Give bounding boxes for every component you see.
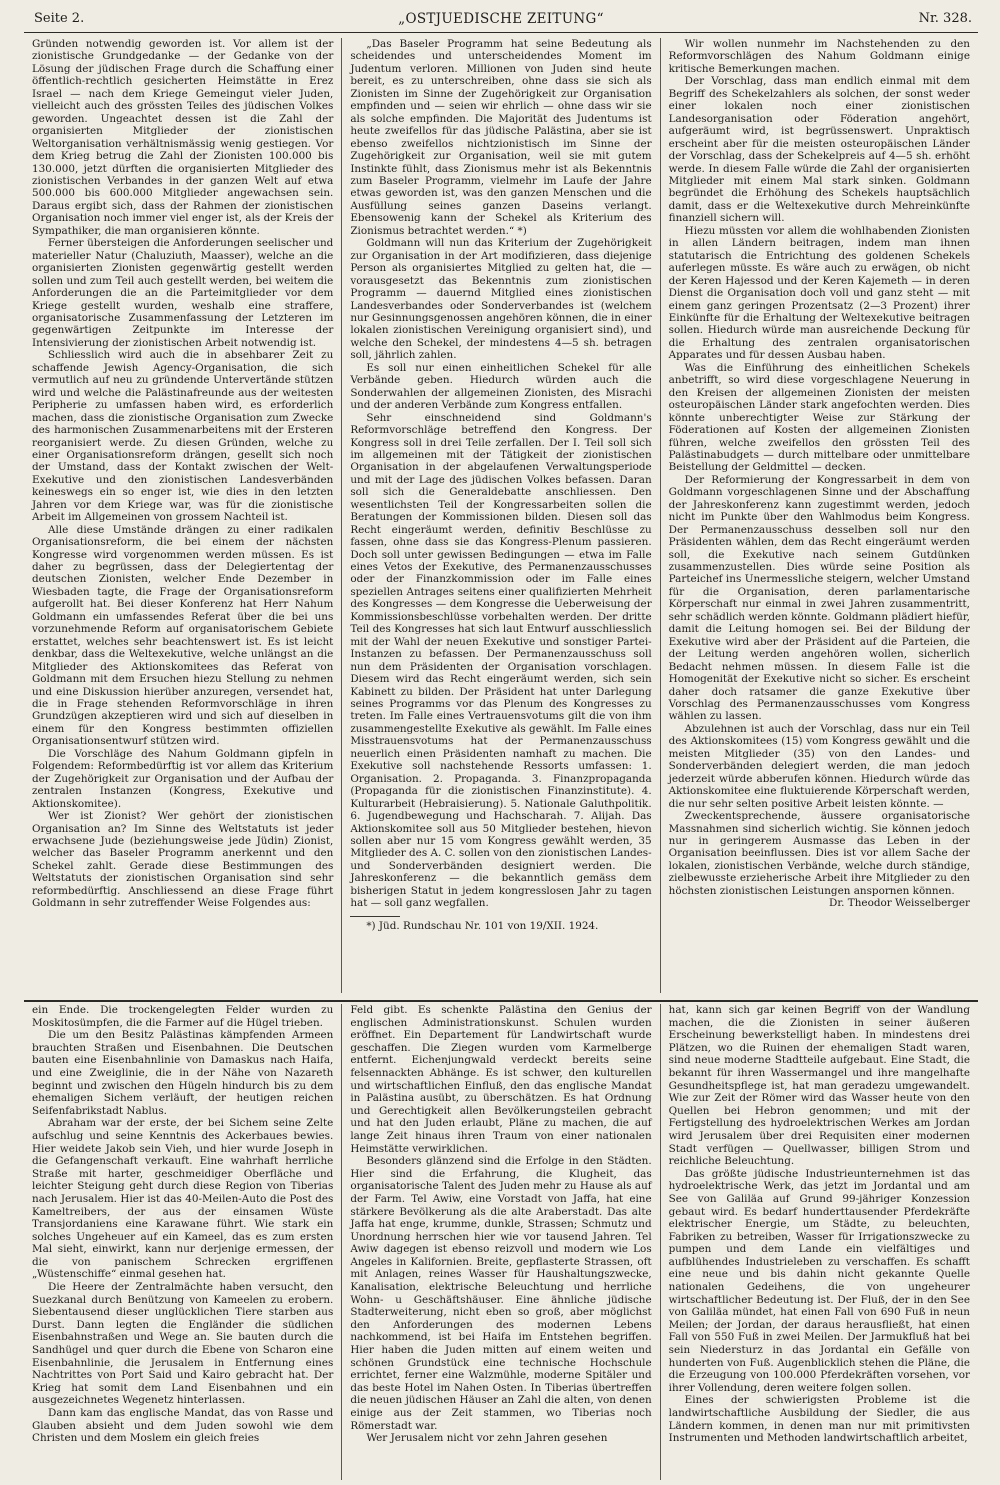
paragraph: ein Ende. Die trockengelegten Felder wurden zu Moskitosümpfen, die die Farmer auf die Hügel trieben. [32, 1004, 334, 1029]
article-organisation-reform [24, 38, 978, 993]
bottom-column-1 [24, 1004, 341, 1480]
footnote: *) Jüd. Rundschau Nr. 101 von 19/XII. 1924. [366, 919, 599, 932]
top-column-1 [24, 38, 341, 993]
footnote-rule [350, 916, 400, 917]
paragraph: Abzulehnen ist auch der Vorschlag, dass nur ein Teil des Aktionskomitees (15) vom Kongress gewählt und die meisten Mitglieder (35) von den Landes- und Sonderverbänden delegiert werden, die man jedoch jederzeit würde abberufen können. Hiedurch würde das Aktionskomitee eine fluktuierende Körperschaft werden, die nur sehr selten positive Arbeit leisten könnte. — [668, 722, 970, 810]
paragraph: Wer ist Zionist? Wer gehört der zionistischen Organisation an? Im Sinne des Weltstatuts ist jeder erwachsene Jude (beziehungsweise jede Jüdin) Zionist, welcher das Baseler Programm anerkennt und den Schekel zahlt. Gerade diese Bestimmungen des Weltstatuts der zionistischen Organisation sind sehr reformbedürftig. Anschliessend an diese Frage führt Goldmann in sehr zutreffender Weise Folgendes aus: [32, 810, 334, 910]
newspaper-title: „OSTJUEDISCHE ZEITUNG“ [398, 11, 604, 27]
bottom-column-2 [341, 1004, 659, 1480]
paragraph: Eines der schwierigsten Probleme ist die landwirtschaftliche Ausbildung der Siedler, die aus Ländern kommen, in denen man nur mit primitivsten Instrumenten und Methoden landwirtschaftlich arbeitet, [668, 1394, 970, 1445]
paragraph: Die Vorschläge des Nahum Goldmann gipfeln in Folgendem: Reformbedürftig ist vor allem das Kriterium der Zugehörigkeit zur Organisation und der Aufbau der zentralen Instanzen (Kongress, Exekutive und Aktionskomitee). [32, 747, 334, 810]
issue-number: Nr. 328. [918, 11, 972, 26]
paragraph: Die um den Besitz Palästinas kämpfenden Armeen brauchten Straßen und Eisenbahnen. Die Deutschen bauten eine Eisenbahnlinie von Damaskus nach Haifa, und eine Zweiglinie, die in der Nähe von Nazareth beginnt und zwischen den Hügeln hindurch bis zu dem ehemaligen Sichem verläuft, der heutigen reichen Seifenfabrikstadt Nablus. [32, 1029, 334, 1117]
paragraph: Die Heere der Zentralmächte haben versucht, den Suezkanal durch Benützung von Kameelen zu erobern. Siebentausend dieser unglücklichen Tiere starben aus Durst. Dann legten die Engländer die südlichen Eisenbahnstraßen und Wege an. Sie bauten durch die Sandhügel und quer durch die Ebene von Scharon eine Eisenbahnlinie, die Jerusalem in Entfernung eines Nachtrittes von Port Said und Kairo gebracht hat. Der Krieg hat somit dem Land Eisenbahnen und ein ausgezeichnetes Wegenetz hinterlassen. [32, 1281, 334, 1407]
paragraph: Schliesslich wird auch die in absehbarer Zeit zu schaffende Jewish Agency-Organisation, die sich vermutlich auf neu zu gründende Untervertände stützen wird und welche die Palästinafreunde aus der weitesten Peripherie zu umfassen haben wird, es erforderlich machen, dass die zionistische Organisation zum Zwecke des harmonischen Zusammenarbeitens mit der Ersteren reorganisiert werde. Zu diesen Gründen, welche zu einer Organisationsreform drängen, gesellt sich noch der Umstand, dass der Kontakt zwischen der Welt-Exekutive und den zionistischen Landesverbänden keineswegs ein so enger ist, wie dies in den letzten Jahren vor dem Kriege war, was für die zionistische Arbeit im Allgemeinen von grossem Nachteil ist. [32, 349, 334, 524]
bottom-column-3 [660, 1004, 978, 1480]
paragraph: Dann kam das englische Mandat, das von Rasse und Glauben absieht und dem Juden sowohl wie dem Christen und dem Moslem ein gleich freies [32, 1407, 334, 1445]
author-signature: Dr. Theodor Weisselberger [829, 897, 970, 910]
paragraph: Zweckentsprechende, äussere organisatorische Massnahmen sind sicherlich wichtig. Sie können jedoch nur in geringerem Ausmasse das Leben in der Organisation beeinflussen. Dies ist vor allem Sache der lokalen, zionistischen Verbände, welche durch ständige, zielbewusste erzieherische Arbeit ihre Mitglieder zu den höchsten zionistischen Leistungen anspornen können. [668, 810, 970, 897]
paragraph: Hiezu müssten vor allem die wohlhabenden Zionisten in allen Ländern beitragen, indem man ihnen statutarisch die Entrichtung des goldenen Schekels auferlegen müsste. Es wäre auch zu erwägen, ob nicht der Keren Hajessod und der Keren Kajemeth — in deren Dienst die Organisation doch voll und ganz steht — mit einem ganz geringen Prozentsatz (2—3 Prozent) ihrer Einkünfte für die Erhaltung der Weltexekutive beitragen sollen. Hiedurch würde man ausreichende Deckung für die Erhaltung des zentralen organisatorischen Apparates und für dessen Ausbau haben. [668, 224, 970, 362]
paragraph: hat, kann sich gar keinen Begriff von der Wandlung machen, die die Zionisten in seiner äußeren Erscheinung bewerkstelligt haben. In mindestens drei Plätzen, wo die Ruinen der ehemaligen Stadt waren, sind neue moderne Stadtteile aufgebaut. Eine Stadt, die bekannt für ihren Wassermangel und ihre mangelhafte Gesundheitspflege ist, hat man geradezu umgewandelt. Wie zur Zeit der Römer wird das Wasser heute von den Quellen bei Hebron genommen; und mit der Fertigstellung des hydroelektrischen Werkes am Jordan wird Jerusalem über drei Requisiten einer modernen Stadt verfügen — Quellwasser, billigen Strom und reichliche Beleuchtung. [668, 1004, 970, 1168]
paragraph: Alle diese Umstände drängen zu einer radikalen Organisationsreform, die bei einem der nächsten Kongresse wird vorgenommen werden müssen. Es ist daher zu begrüssen, dass der Delegiertentag der deutschen Zionisten, welcher Ende Dezember in Wiesbaden tagte, die Frage der Organisationsreform aufgerollt hat. Bei dieser Konferenz hat Herr Nahum Goldmann ein umfassendes Referat über die bei uns vorzunehmende Reform auf organisatorischem Gebiete erstattet, welches sehr beachtenswert ist. Es ist leicht denkbar, dass die Weltexekutive, welche unlängst an die Mitglieder des Aktionskomitees das Referat von Goldmann mit dem Ersuchen hiezu Stellung zu nehmen und eine Diskussion hierüber anzuregen, versendet hat, die in Frage stehenden Reformvorschläge in ihren Grundzügen akzeptieren wird und sich auf dieselben in einem für den Kongress bestimmten offiziellen Organisationsentwurf stützen wird. [32, 523, 334, 748]
paragraph: Sehr einschneidend sind Goldmann's Reformvorschläge betreffend den Kongress. Der Kongress soll in drei Teile zerfallen. Der I. Teil soll sich im allgemeinen mit der Tätigkeit der zionistischen Organisation in der abgelaufenen Verwaltungsperiode und mit der Lage des jüdischen Volkes befassen. Daran soll sich die Generaldebatte anschliessen. Den wesentlichsten Teil der Kongressarbeiten sollen die Beratungen der Kommissionen bilden. Diesen soll das Recht eingeräumt werden, definitiv Beschlüsse zu fassen, ohne dass sie das Kongress-Plenum passieren. Doch soll unter gewissen Bedingungen — etwa im Falle eines Vetos der Exekutive, des Permanenzausschusses oder der Finanzkommission oder im Falle eines speziellen Antrages seitens einer qualifizierten Mehrheit des Kongresses — dem Kongresse die Ueberweisung der Kommissionsbeschlüsse vorbehalten werden. Der dritte Teil des Kongresses hat sich laut Entwurf ausschliesslich mit der Wahl der neuen Exekutive und sonstiger Partei-Instanzen zu befassen. Der Permanenzausschuss soll nun dem Präsidenten der Organisation vorschlagen. Diesem wird das Recht eingeräumt werden, sich sein Kabinett zu bilden. Der Präsident hat unter Darlegung seines Programms vor das Plenum des Kongresses zu treten. Im Falle eines Vertrauensvotums gilt die von ihm zusammengestellte Exekutive als gewählt. Im Falle eines Misstrauensvotums hat der Permanenzausschuss neuerlich einen Präsidenten namhaft zu machen. Die Exekutive soll nachstehende Ressorts umfassen: 1. Organisation. 2. Propaganda. 3. Finanzpropaganda (Propaganda für die zionistischen Finanzinstitute). 4. Kulturarbeit (Hebraisierung). 5. Nationale Galuthpolitik. 6. Jugendbewegung und Hachscharah. 7. Alijah. Das Aktionskomitee soll aus 50 Mitglieder bestehen, hievon sollen aber nur 15 vom Kongress gewählt werden, 35 Mitglieder des A. C. sollen von den zionistischen Landes- und Sonderverbänden designiert werden. Die Jahreskonferenz — die bekanntlich gemäss dem bisherigen Statut in jedem kongresslosen Jahr zu tagen hat — soll ganz wegfallen. [350, 411, 652, 910]
paragraph: Was die Einführung des einheitlichen Schekels anbetrifft, so wird diese vorgeschlagene Neuerung in den Kreisen der allgemeinen Zionisten der meisten osteuropäischen Länder stark angefochten werden. Dies könnte unberechtigter Weise zur Stärkung der Föderationen auf Kosten der allgemeinen Zionisten führen, welche zweifellos den grössten Teil des Palästinabudgets — durch mittelbare oder unmittelbare Beistellung der Geldmittel — decken. [668, 361, 970, 474]
masthead [24, 0, 978, 33]
paragraph: Goldmann will nun das Kriterium der Zugehörigkeit zur Organisation in der Art modifizieren, dass diejenige Person als organisiertes Mitglied zu gelten hat, die — vorausgesetzt das Bekenntnis zum zionistischen Programm — dauernd Mitglied eines zionistischen Landesverbandes oder Sonderverbandes ist (welchem nur Gesinnungsgenossen angehören können, die in einer lokalen zionistischen Vereinigung organisiert sind), und welche den Schekel, der mindestens 4—5 sh. betragen soll, jährlich zahlen. [350, 237, 652, 362]
paragraph: Wer Jerusalem nicht vor zehn Jahren gesehen [366, 1432, 608, 1445]
paragraph: Der Reformierung der Kongressarbeit in dem von Goldmann vorgeschlagenen Sinne und der Abschaffung der Jahreskonferenz kann zugestimmt werden, jedoch nicht im Punkte über den Wahlmodus beim Kongress. Der Permanenzausschuss desselben soll nur den Präsidenten wählen, dem das Recht eingeräumt werden soll, die Exekutive nach seinem Gutdünken zusammenzustellen. Dies würde seine Position als Parteichef ins Unermessliche steigern, welcher Umstand für die Organisation, deren parlamentarische Körperschaft nur einmal in zwei Jahren zusammentritt, sehr schädlich werden könnte. Goldmann plädiert hiefür, damit die Leitung homogen sei. Bei der Bildung der Exekutive wird aber der Präsident auf die Parteien, die der Leitung werden angehören wollen, sicherlich Bedacht nehmen müssen. In diesem Falle ist die Homogenität der Exekutive nicht so sicher. Es erscheint daher doch ratsamer die ganze Exekutive über Vorschlag des Permanenzausschusses vom Kongress wählen zu lassen. [668, 473, 970, 723]
paragraph: Ferner übersteigen die Anforderungen seelischer und materieller Natur (Chaluziuth, Maasser), welche an die organisierten Zionisten gegenwärtig gestellt werden sollen und zum Teil auch gestellt werden, bei weitem die Anforderungen die an die Parteimitglieder vor dem Kriege gestellt wurden, weshalb eine straffere, organisatorische Zusammenfassung der Letzteren im gegenwärtigen Zeitpunkte im Interesse der Intensivierung der zionistischen Arbeit notwendig ist. [32, 237, 334, 349]
top-column-3 [660, 38, 978, 993]
paragraph: Das größte jüdische Industrieunternehmen ist das hydroelektrische Werk, das jetzt im Jordantal und am See von Galiläa auf Grund 99-jähriger Konzession gebaut wird. Es bedarf hunderttausender Pferdekräfte elektrischer Energie, um Städte, zu beleuchten, Fabriken zu betreiben, Wasser für Irrigationszwecke zu pumpen und dem Lande ein vielfältiges und aufblühendes Industrieleben zu verschaffen. Es schafft eine neue und bis dahin nicht gekannte Quelle nationalen Gedeihens, die von ungeheurer wirtschaftlicher Bedeutung ist. Der Fluß, der in den See von Galiläa mündet, hat einen Fall von 690 Fuß in neun Meilen; der Jordan, der daraus herausfließt, hat einen Fall von 550 Fuß in zwei Meilen. Der Jarmukfluß hat bei sein Niedersturz in das Jordantal ein Gefälle von hunderten von Fuß. Augenblicklich stehen die Pläne, die die Erzeugung von 100.000 Pferdekräften vorsehen, vor ihrer Vollendung, deren weitere folgen sollen. [668, 1167, 970, 1394]
page-number: Seite 2. [34, 11, 85, 26]
paragraph: Der Vorschlag, dass man endlich einmal mit dem Begriff des Schekelzahlers als solchen, der sonst weder einer lokalen noch einer zionistischen Landesorganisation oder Föderation angehört, aufgeräumt wird, ist begrüssenswert. Unpraktisch erscheint aber für die meisten osteuropäischen Länder der Vorschlag, dass der Schekelpreis auf 4—5 sh. erhöht werde. In diesem Falle würde die Zahl der organisierten Mitglieder mit einem Mal stark sinken. Goldmann begründet die Erhöhung des Schekels hauptsächlich damit, dass er die Weltexekutive durch Mehreinkünfte finanziell sichern will. [668, 75, 970, 225]
paragraph: „Das Baseler Programm hat seine Bedeutung als scheidendes und unterscheidendes Moment im Judentum verloren. Millionen von Juden sind heute bereit, es zu unterschreiben, ohne dass sie sich als Zionisten im Sinne der Zugehörigkeit zur Organisation empfinden und — seien wir ehrlich — ohne dass wir sie als solche empfinden. Die Majorität des Judentums ist heute zweifellos für das jüdische Palästina, aber sie ist ebenso zweifellos nichtzionistisch im Sinne der Zugehörigkeit zur Organisation, weil sie mit gutem Instinkte fühlt, dass Zionismus mehr ist als Bekenntnis zum Baseler Programm, vielmehr im Laufe der Jahre etwas geworden ist, was den ganzen Menschen und die Ausfüllung seines ganzen Daseins verlangt. Ebensowenig kann der Schekel als Kriterium des Zionismus betrachtet werden.“ *) [350, 38, 652, 237]
paragraph: Es soll nur einen einheitlichen Schekel für alle Verbände geben. Hiedurch würden auch die Sonderwahlen der allgemeinen Zionisten, des Misrachi und der anderen Verbände zum Kongress entfallen. [350, 361, 652, 412]
paragraph: Abraham war der erste, der bei Sichem seine Zelte aufschlug und seine Kenntnis des Ackerbaues bewies. Hier weidete Jakob sein Vieh, und hier wurde Joseph in die Gefangenschaft verkauft. Eine wahrhaft herrliche Straße mit harter, geschmeidiger Oberfläche und leichter Steigung geht durch diese Region von Tiberias nach Jerusalem. Hier ist das 40-Meilen-Auto die Post des Kameltreibers, der aus der einsamen Wüste Transjordaniens eine Karawane führt. Wie stark ein solches Ungeheuer auf ein Kameel, das es zum ersten Mal sieht, einwirkt, kann nur derjenige ermessen, der die von panischem Schrecken ergriffenen „Wüstenschiffe“ einmal gesehen hat. [32, 1117, 334, 1281]
paragraph: Wir wollen nunmehr im Nachstehenden zu den Reformvorschlägen des Nahum Goldmann einige kritische Bemerkungen machen. [668, 38, 970, 75]
paragraph: Feld gibt. Es schenkte Palästina den Genius der englischen Administrationskunst. Schulen wurden eröffnet. Ein Departement für Landwirtschaft wurde geschaffen. Die Ziegen wurden vom Karmelberge entfernt. Eichenjungwald verdeckt bereits seine felsennackten Abhänge. Es ist schwer, den kulturellen und wirtschaftlichen Einfluß, den das englische Mandat in Palästina ausübt, zu überschätzen. Es hat Ordnung und Gerechtigkeit allen Bevölkerungsteilen gebracht und hat den Juden erlaubt, Pläne zu machen, die auf lange Zeit hinaus ihren Traum von einer nationalen Heimstätte verwirklichen. [350, 1004, 652, 1155]
article-palestine-development [24, 1000, 978, 1480]
paragraph: Besonders glänzend sind die Erfolge in den Städten. Hier sind die Erfahrung, die Klugheit, das organisatorische Talent des Juden mehr zu Hause als auf der Farm. Tel Awiw, eine Vorstadt von Jaffa, hat eine stärkere Bevölkerung als die alte Araberstadt. Das alte Jaffa hat enge, krumme, dunkle, Strassen; Schmutz und Unordnung herrschen hier wie vor tausend Jahren. Tel Awiw dagegen ist ebenso reizvoll und modern wie Los Angeles in Kalifornien. Breite, gepflasterte Strassen, oft mit Anlagen, reines Wasser für Haushaltungszwecke, Kanalisation, elektrische Beleuchtung und herrliche Wohn- u Geschäftshäuser. Eine ähnliche jüdische Stadterweiterung, nicht eben so groß, aber möglichst den Anforderungen des modernen Lebens nachkommend, ist bei Haifa im Entstehen begriffen. Hier haben die Juden mitten auf einem weiten und schönen Grundstück eine technische Hochschule errichtet, ferner eine Walzmühle, moderne Spitäler und das beste Hotel im Nahen Osten. In Tiberias übertreffen die neuen jüdischen Häuser an Zahl die alten, von denen einige aus der Zeit stammen, wo Tiberias noch Römerstadt war. [350, 1155, 652, 1432]
paragraph: Gründen notwendig geworden ist. Vor allem ist der zionistische Grundgedanke — der Gedanke von der Lösung der jüdischen Frage durch die Schaffung einer öffentlich-rechtlich gesicherten Heimstätte in Erez Israel — nach dem Kriege Gemeingut vieler Juden, vielleicht auch des grössten Teiles des jüdischen Volkes geworden. Ungeachtet dessen ist die Zahl der organisierten Mitglieder der zionistischen Weltorganisation verhältnismässig wenig gestiegen. Vor dem Krieg betrug die Zahl der Zionisten 100.000 bis 130.000, jetzt dürften die organisierten Mitglieder des zionistischen Verbandes in der ganzen Welt auf etwa 500.000 bis 600.000 Mitglieder angewachsen sein. Daraus ergibt sich, dass der Rahmen der zionistischen Organisation noch immer viel enger ist, als der Kreis der Sympathiker, die man organisieren könnte. [32, 38, 334, 237]
top-column-2 [341, 38, 659, 993]
